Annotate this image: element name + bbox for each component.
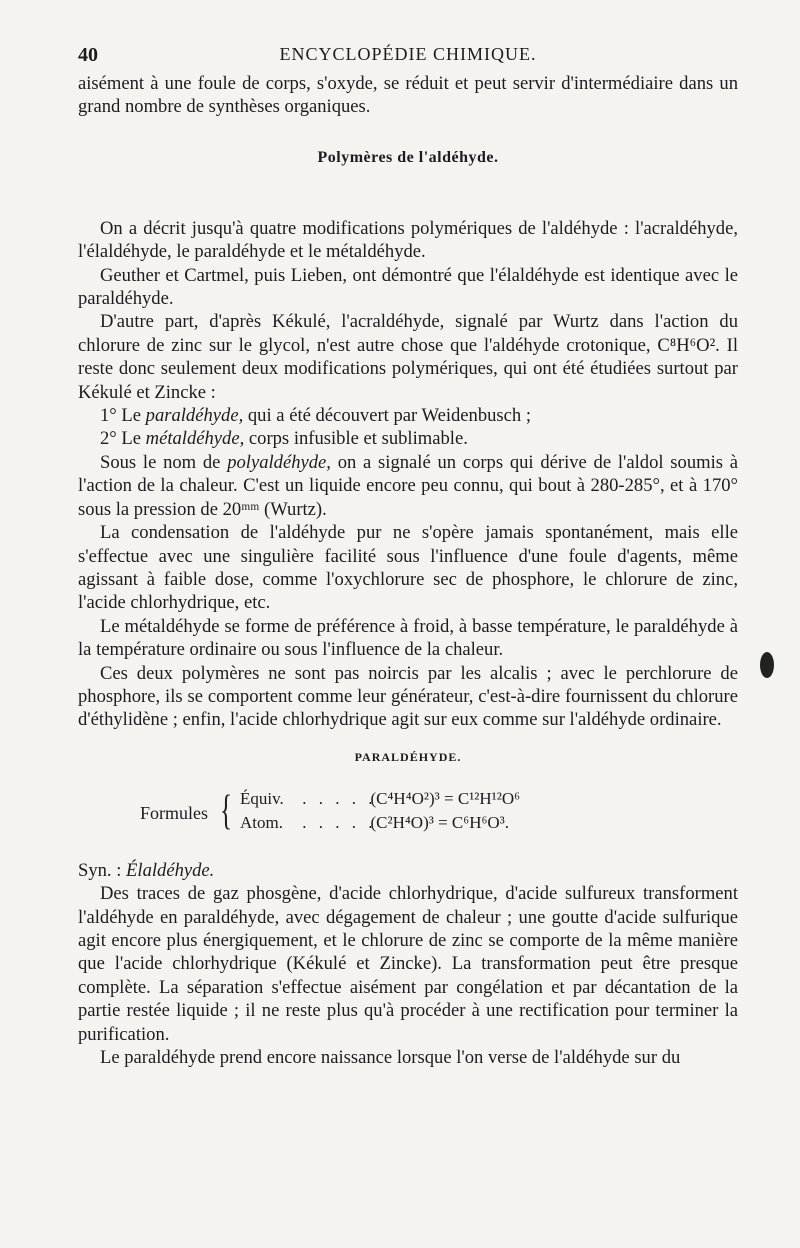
paragraph-4 [78, 451, 738, 521]
ink-blemish [760, 652, 774, 678]
formula-row-name: Équiv. [240, 788, 284, 808]
formula-row-value: (C⁴H⁴O²)³ = C¹²H¹²O⁶ [370, 788, 521, 808]
list-item-2-text: corps infusible et sublimable. [244, 428, 468, 450]
formula-brace: { [220, 787, 233, 834]
paragraph-4-rest: on a signalé un corps qui dérive de l'aldol soumis à l'action de la chaleur. C'est un liquide encore peu connu, qui bout à 280-285°, et à 170° sous la pression de 20ᵐᵐ (Wurtz). [78, 451, 738, 520]
list-item-2-number: 2° Le [100, 428, 146, 450]
paragraph-4-term: polyaldéhyde, [227, 451, 331, 473]
synonym-line [78, 859, 738, 882]
list-item-2 [78, 427, 738, 450]
formula-row [240, 789, 520, 809]
paragraph-9: Le paraldéhyde prend encore naissance lorsque l'on verse de l'aldéhyde sur du [100, 1047, 681, 1068]
list-item-1-term: paraldéhyde, [145, 405, 244, 427]
paragraph-1: On a décrit jusqu'à quatre modifications polymériques de l'aldéhyde : l'acraldéhyde, l'élaldéhyde, le paraldéhyde et le métaldéhyde. [78, 217, 738, 263]
paragraph-2: Geuther et Cartmel, puis Lieben, ont démontré que l'élaldéhyde est identique avec le paraldéhyde. [78, 264, 738, 310]
paragraph-5: La condensation de l'aldéhyde pur ne s'opère jamais spontanément, mais elle s'effectue avec une singulière facilité sous l'influence d'une foule d'agents, même agissant à faible dose, comme l'oxychlorure sec de phosphore, le chlorure de zinc, l'acide chlorhydrique, etc. [78, 522, 738, 614]
book-page [78, 36, 738, 1069]
list-item-1-text: qui a été découvert par Weidenbusch ; [243, 405, 532, 427]
list-item-2-term: métaldéhyde, [145, 428, 245, 450]
page-number: 40 [78, 44, 98, 66]
formula-row [240, 813, 509, 833]
list-item-1-number: 1° Le [100, 405, 146, 427]
subsection-heading: PARALDÉHYDE. [354, 749, 462, 764]
formula-label: Formules [140, 802, 209, 823]
paragraph-8: Des traces de gaz phosgène, d'acide chlorhydrique, d'acide sulfureux transforment l'aldéhyde en paraldéhyde, avec dégagement de chaleur ; une goutte d'acide sulfurique agit encore plus énergiquement, et le chlorure de zinc se comporte de la même manière que l'acide chlorhydrique (Kékulé et Zincke). La transformation peut être presque complète. La séparation s'effectue aisément par congélation et par décantation de la partie restée liquide ; il ne reste plus qu'à procéder à une rectification pour terminer la purification. [78, 883, 738, 1045]
formula-row-name: Atom. [240, 812, 283, 832]
list-item-1 [78, 404, 738, 427]
section-heading: Polymères de l'aldéhyde. [317, 148, 499, 166]
formula-block [78, 783, 738, 851]
page-header [78, 36, 738, 72]
formula-row-dots: . . . . . [302, 788, 377, 808]
paragraph-3: D'autre part, d'après Kékulé, l'acraldéhyde, signalé par Wurtz dans l'action du chlorure de zinc sur le glycol, n'est autre chose que l'aldéhyde crotonique, C⁸H⁶O². Il reste donc seulement deux modifications polymériques, qui ont été étudiées surtout par Kékulé et Zincke : [78, 311, 738, 403]
formula-row-value: (C²H⁴O)³ = C⁶H⁶O³. [370, 812, 510, 832]
formula-row-dots: . . . . . [302, 812, 377, 832]
intro-paragraph: aisément à une foule de corps, s'oxyde, se réduit et peut servir d'intermédiaire dans un grand nombre de synthèses organiques. [78, 73, 738, 118]
paragraph-7: Ces deux polymères ne sont pas noircis par les alcalis ; avec le perchlorure de phosphore, ils se comportent comme leur générateur, c'est-à-dire fournissent du chlorure d'éthylidène ; enfin, l'acide chlorhydrique agit sur eux comme sur l'aldéhyde ordinaire. [78, 662, 738, 731]
synonym-term: Élaldéhyde. [126, 859, 215, 881]
paragraph-6: Le métaldéhyde se forme de préférence à froid, à basse température, le paraldéhyde à la température ordinaire ou sous l'influence de la chaleur. [78, 615, 738, 661]
running-title: ENCYCLOPÉDIE CHIMIQUE. [279, 44, 537, 64]
paragraph-4-start: Sous le nom de [100, 451, 228, 473]
synonym-label: Syn. : [78, 859, 127, 881]
